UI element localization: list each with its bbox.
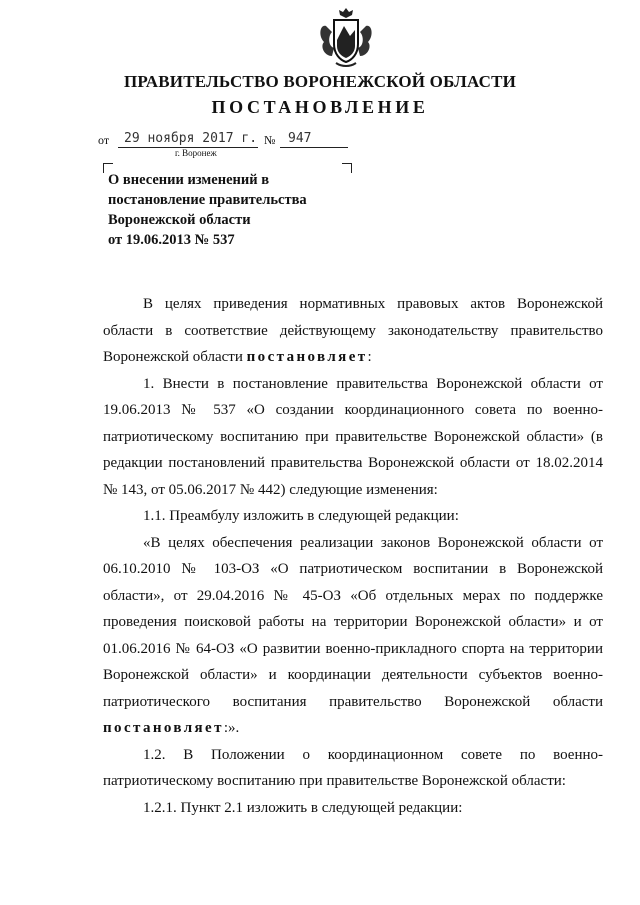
document-body [103, 291, 603, 821]
document-number: 947 [288, 131, 312, 146]
paragraph-text: В целях приведения нормативных правовых актов Воронежской области в соответствие действующему законодательству правительство Воронежской области [103, 296, 603, 365]
paragraph-item-1-2: 1.2. В Положении о координационном совете по военно-патриотическому воспитанию при правительстве Воронежской области: [103, 746, 603, 789]
paragraph-item-1: 1. Внести в постановление правительства Воронежской области от 19.06.2013 № 537 «О создании координационного совета по военно-патриотическому воспитанию при правительстве Воронежской области» (в редакции постановлений правительства Воронежской области от 18.02.2014 № 143, от 05.06.2017 № 442) следующие изменения: [103, 375, 603, 498]
organization-title: ПРАВИТЕЛЬСТВО ВОРОНЕЖСКОЙ ОБЛАСТИ [123, 72, 517, 91]
document-type-title: ПОСТАНОВЛЕНИЕ [211, 97, 429, 117]
subject-line: от 19.06.2013 № 537 [108, 232, 235, 248]
subject-line: постановление правительства [108, 192, 307, 208]
paragraph-quoted-preamble: «В целях обеспечения реализации законов Воронежской области от 06.10.2010 № 103-ОЗ «О патриотическом воспитании в Воронежской области», от 29.04.2016 № 45-ОЗ «Об отдельных мерах по поддержке проведения поисковой работы на территории Воронежской области» и от 01.06.2016 № 64-ОЗ «О развитии военно-прикладного спорта на территории Воронежской области» и координации деятельности субъектов военно-патриотического воспитания правительство Воронежской области [103, 534, 603, 710]
paragraph-end: : [367, 349, 372, 365]
coat-of-arms-emblem [316, 6, 376, 68]
document-subject [108, 170, 358, 250]
paragraph-item-1-1: 1.1. Преамбулу изложить в следующей редакции: [143, 508, 459, 524]
paragraph-item-1-2-1: 1.2.1. Пункт 2.1 изложить в следующей редакции: [143, 799, 463, 816]
paragraph-end: :». [223, 720, 240, 736]
resolves-word: постановляет [103, 720, 224, 736]
number-label: № [264, 133, 276, 147]
document-city: г. Воронеж [175, 148, 217, 158]
resolves-word: постановляет [246, 349, 368, 365]
document-date: 29 ноября 2017 г. [124, 131, 258, 146]
subject-line: Воронежской области [108, 212, 251, 228]
number-underline [280, 147, 348, 148]
date-from-label: от [98, 133, 110, 147]
paragraph-preamble [103, 291, 603, 371]
subject-line: О внесении изменений в [108, 172, 270, 188]
date-number-line [98, 131, 358, 149]
paragraph-quoted-end [103, 715, 603, 742]
